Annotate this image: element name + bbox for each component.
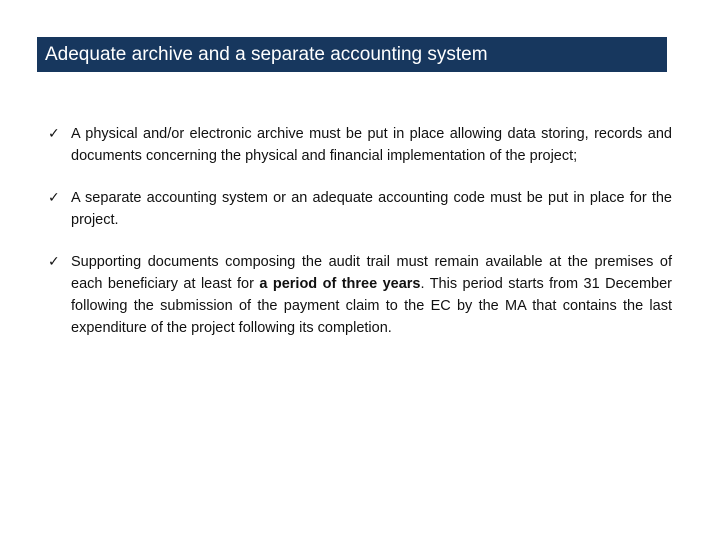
bullet-text-bold: a period of three years xyxy=(259,276,421,292)
slide-title: Adequate archive and a separate accounting system xyxy=(45,44,488,65)
check-mark-icon: ✓ xyxy=(48,254,60,270)
title-bar xyxy=(37,37,667,72)
bullet-text: A physical and/or electronic archive must be put in place allowing data storing, records and documents concerning the physical and financial implementation of the project; xyxy=(71,126,672,164)
check-mark-icon: ✓ xyxy=(48,190,60,206)
bullet-text-after: . This period starts from 31 December following the submission of the payment claim to the EC by the MA that contains the last expenditure of the project following its completion. xyxy=(71,276,673,336)
bullet-text: A separate accounting system or an adequate accounting code must be put in place for the project. xyxy=(71,190,672,228)
check-mark-icon: ✓ xyxy=(48,126,60,142)
bullet-text-before: Supporting documents composing the audit trail must remain available at the premises of each beneficiary at least for xyxy=(71,254,672,292)
bullet-item-accounting xyxy=(48,187,672,231)
bullet-item-audit-trail xyxy=(48,251,672,339)
bullet-list xyxy=(48,123,672,339)
bullet-item-archive xyxy=(48,123,672,167)
